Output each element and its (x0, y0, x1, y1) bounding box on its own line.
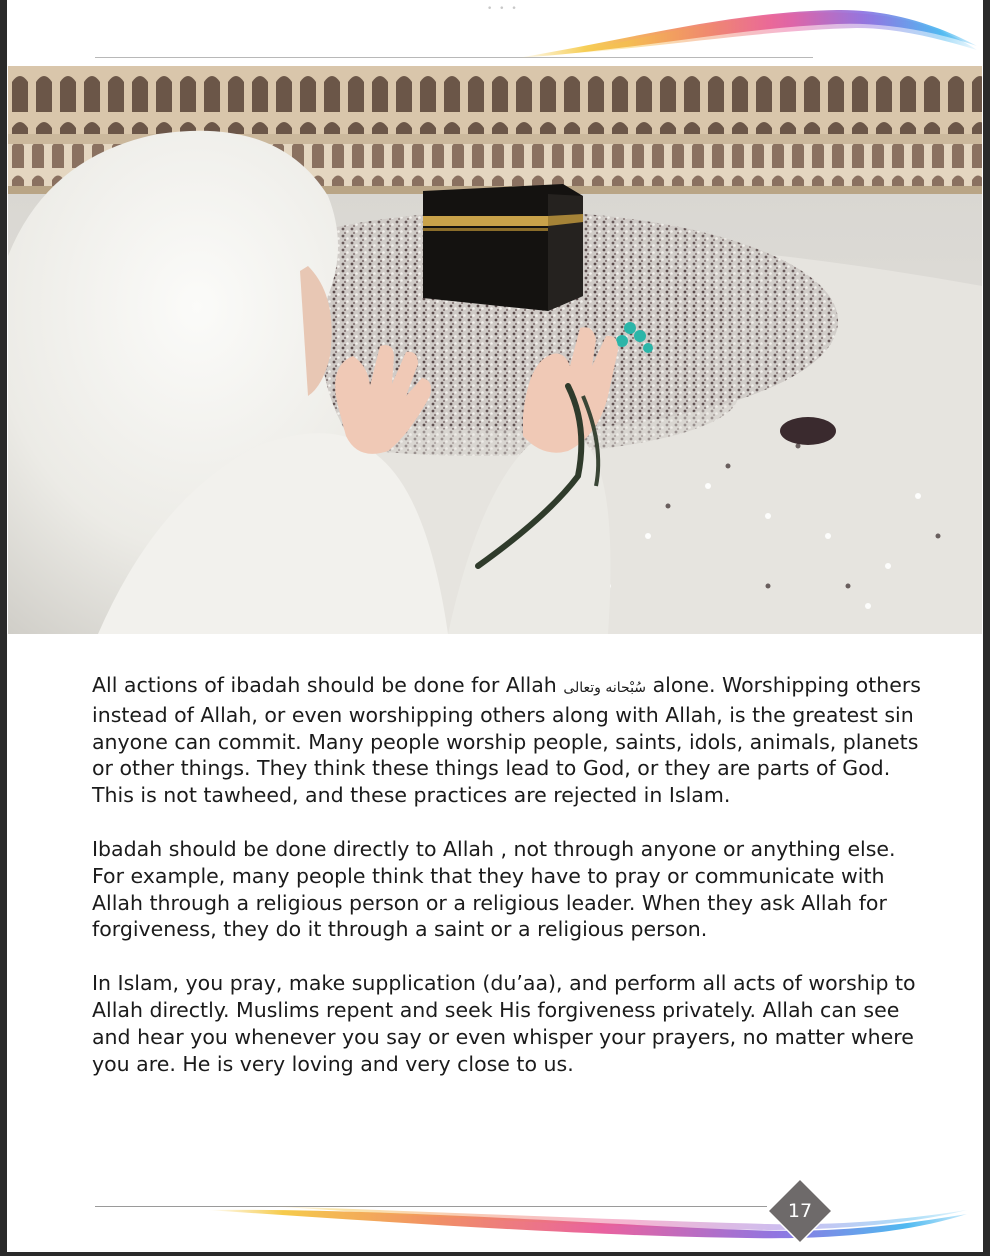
footer-rainbow-swoosh (187, 1196, 977, 1242)
paragraph-1-start: All actions of ibadah should be done for Allah (92, 673, 564, 697)
book-page (7, 0, 983, 1252)
top-dots: • • • (487, 4, 519, 14)
arabic-honorific: سُبْحانه وتعالى (563, 680, 647, 696)
paragraph-1 (92, 672, 932, 809)
paragraph-3: In Islam, you pray, make supplication (du’aa), and perform all acts of worship to Allah directly. Muslims repent and seek His forgiveness privately. Allah can see and hear you whenever you say or even whisper your prayers, no matter where you are. He is very loving and very close to us. (92, 971, 916, 1076)
paragraph-1-end: alone. Worshipping others instead of Allah, or even worshipping others along with Allah, is the greatest sin anyone can commit. Many people worship people, saints, idols, animals, planets or other things. They think these things lead to God, or they are parts of God. This is not tawheed, and these practices are rejected in Islam. (92, 673, 921, 808)
page-number: 17 (787, 1200, 813, 1222)
body-text (92, 672, 932, 1104)
header-rainbow-swoosh (507, 0, 983, 62)
paragraph-2: Ibadah should be done directly to Allah , not through anyone or anything else. For example, many people think that they have to pray or communicate with Allah through a religious person or a religious leader. When they ask Allah for forgiveness, they do it through a saint or a religious person. (92, 836, 896, 942)
hero-photo (8, 66, 982, 634)
photo-illustration (8, 66, 982, 634)
